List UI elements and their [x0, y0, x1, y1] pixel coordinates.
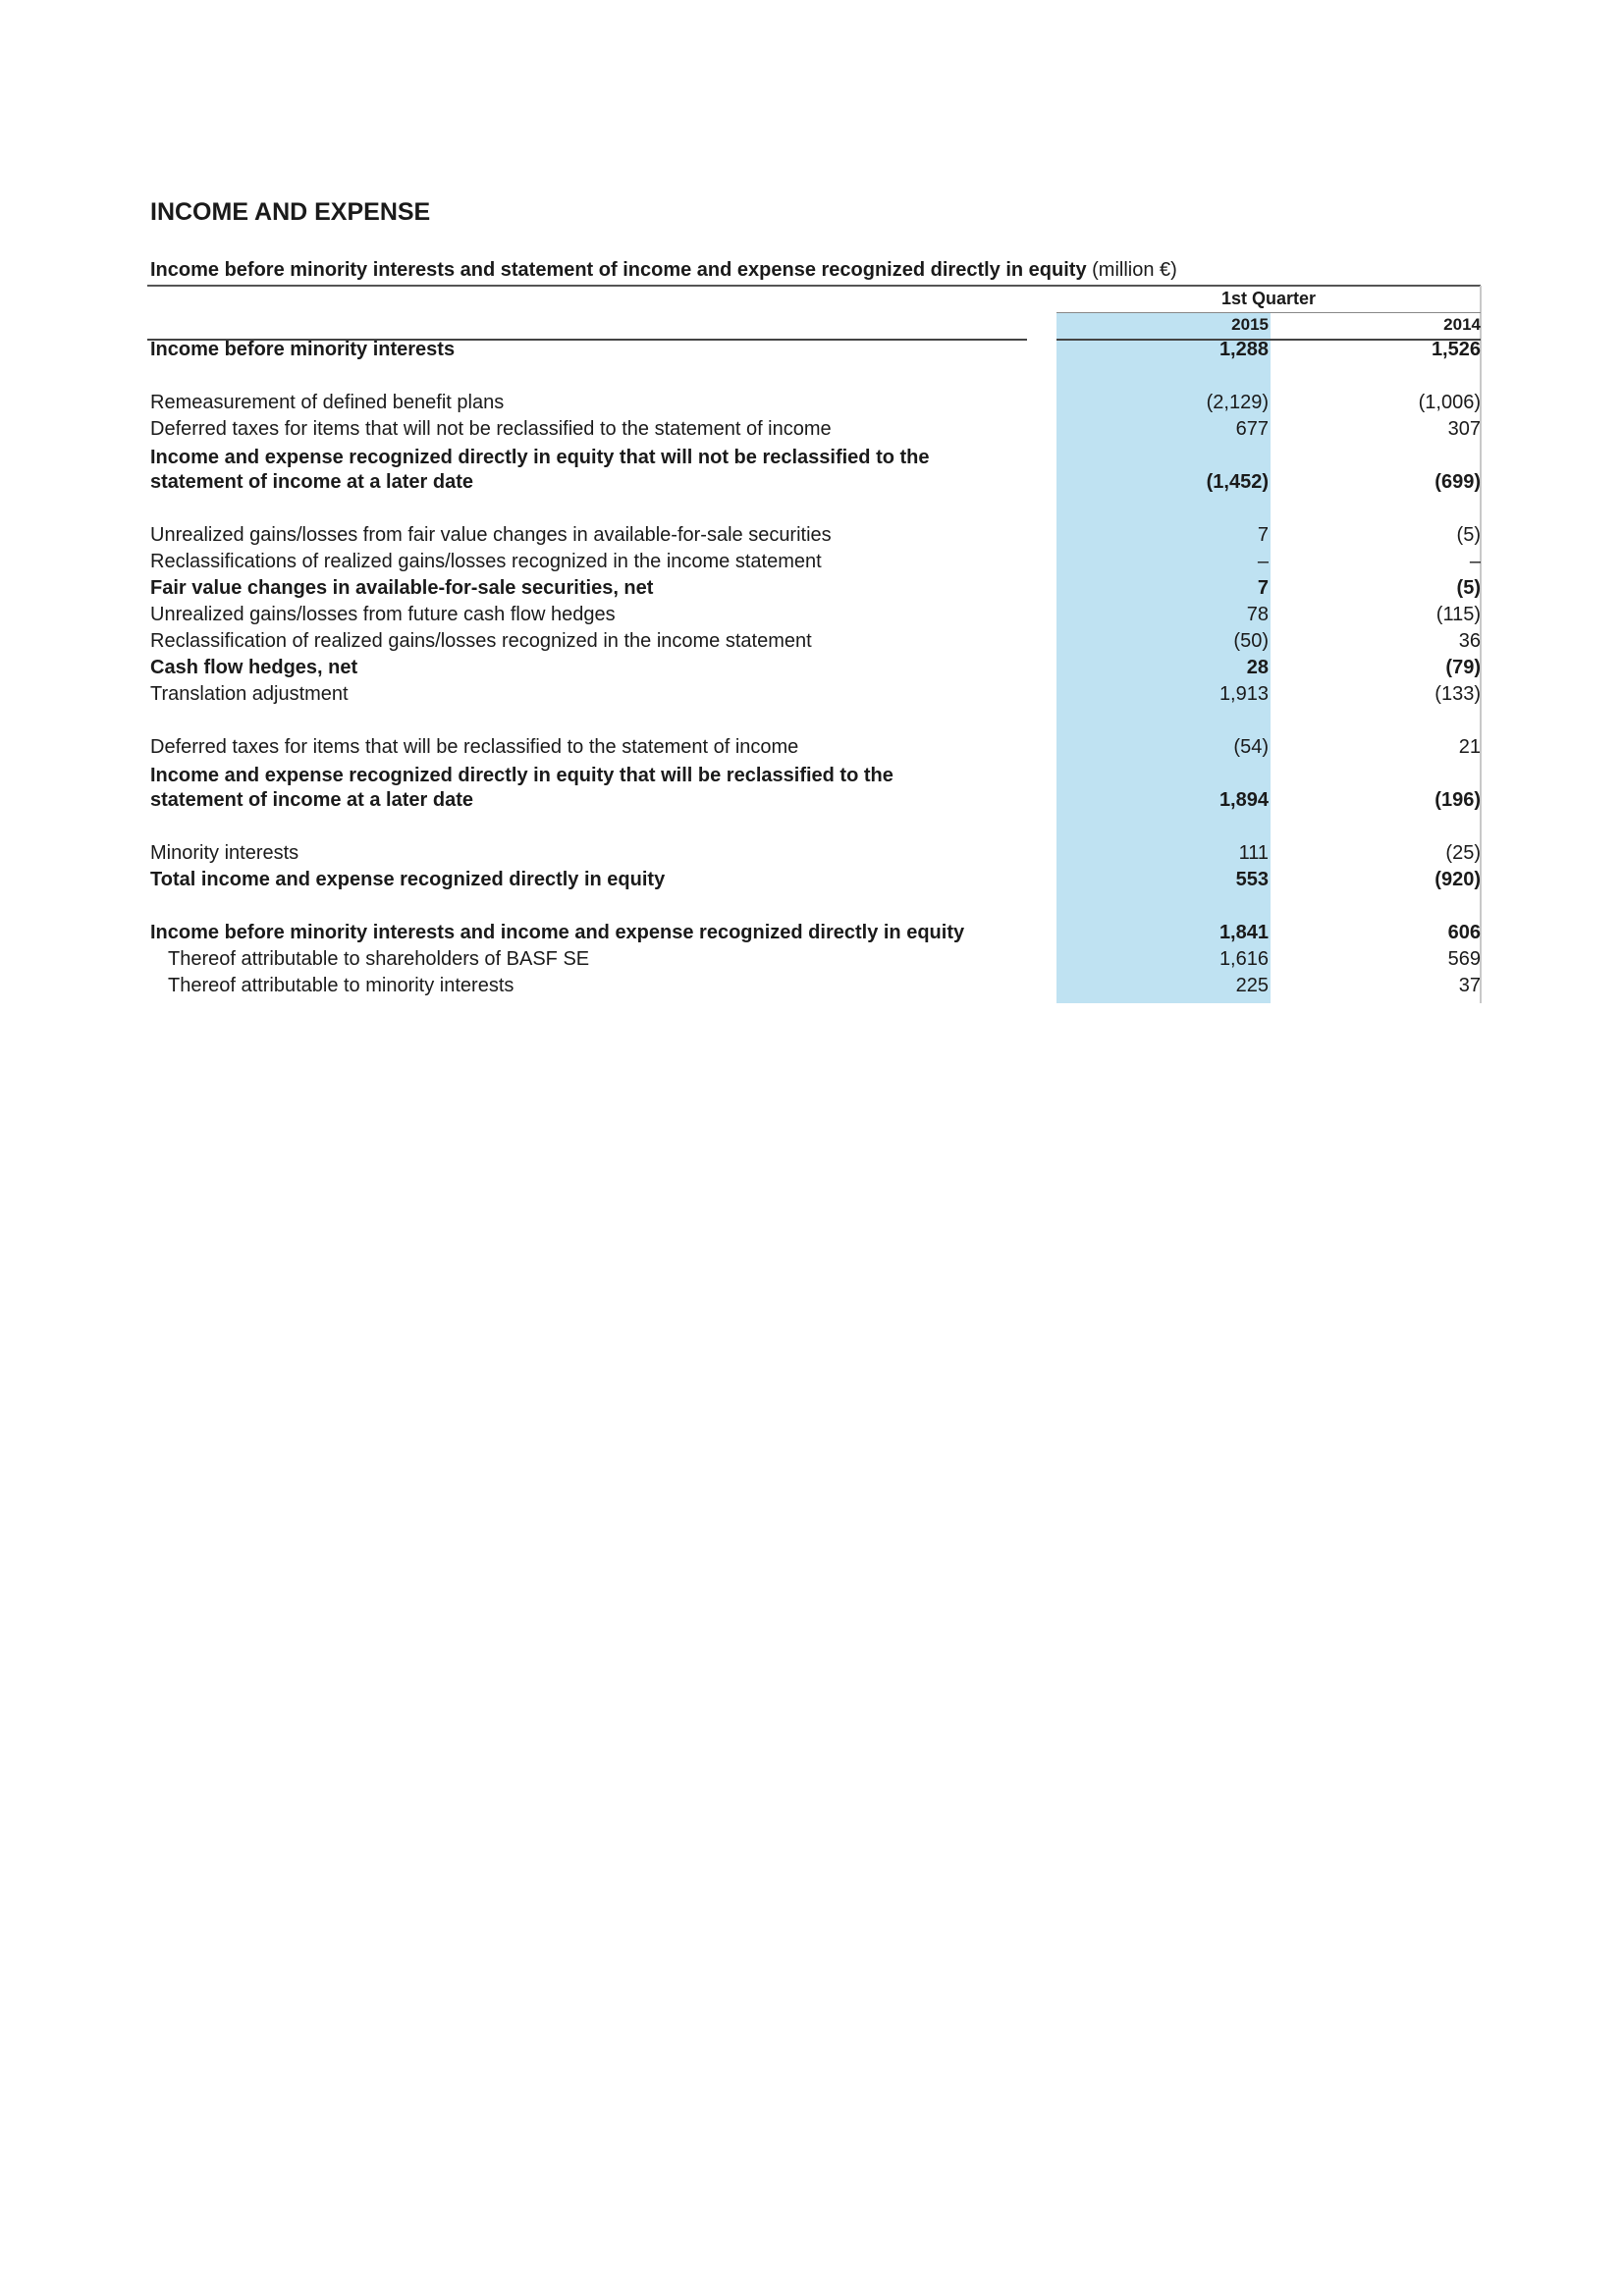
spacer-row	[0, 365, 1624, 392]
table-row	[0, 948, 1624, 975]
row-label-line1: Income and expense recognized directly in equity that will be reclassified to the	[150, 765, 893, 786]
row-label: Thereof attributable to shareholders of BASF SE	[168, 948, 590, 970]
table-row	[0, 604, 1624, 630]
value-2015: 1,841	[1218, 922, 1269, 943]
value-2014: 606	[1447, 922, 1481, 943]
value-2014: (115)	[1435, 604, 1481, 625]
row-label: Deferred taxes for items that will not be reclassified to the statement of income	[150, 418, 832, 440]
value-2015: 1,894	[1218, 789, 1269, 811]
value-2014: 1,526	[1431, 339, 1481, 360]
row-label-line2: statement of income at a later date	[150, 789, 473, 811]
value-2014: (196)	[1435, 789, 1481, 811]
row-label: Unrealized gains/losses from fair value changes in available-for-sale securities	[150, 524, 832, 546]
value-2015: 1,913	[1218, 683, 1269, 705]
table-row	[0, 418, 1624, 445]
value-2015: 1,616	[1218, 948, 1269, 970]
row-label-line1: Income and expense recognized directly in equity that will not be reclassified to the	[150, 447, 930, 468]
year-header-2014: 2014	[1443, 315, 1481, 334]
row-label: Reclassification of realized gains/losses recognized in the income statement	[150, 630, 812, 652]
spacer-row	[0, 816, 1624, 842]
value-2014: –	[1469, 551, 1481, 572]
period-header-rule	[1056, 312, 1481, 313]
row-label: Minority interests	[150, 842, 299, 864]
value-2015: (50)	[1233, 630, 1269, 652]
value-2014: (79)	[1445, 657, 1481, 678]
table-row	[0, 922, 1624, 948]
row-label	[150, 446, 1034, 495]
table-row	[0, 869, 1624, 895]
value-2014: 569	[1447, 948, 1481, 970]
value-2015: (2,129)	[1206, 392, 1269, 413]
spacer-row	[0, 895, 1624, 922]
table-top-rule	[147, 285, 1481, 287]
value-2014: (699)	[1435, 471, 1481, 493]
row-label: Income before minority interests and income and expense recognized directly in equity	[150, 922, 965, 943]
value-2015: 677	[1235, 418, 1269, 440]
value-2014: (1,006)	[1418, 392, 1481, 413]
row-label: Cash flow hedges, net	[150, 657, 358, 678]
row-label: Total income and expense recognized directly in equity	[150, 869, 666, 890]
row-label: Remeasurement of defined benefit plans	[150, 392, 505, 413]
table-row	[0, 736, 1624, 763]
caption-title: Income before minority interests and statement of income and expense recognized directly in equity	[150, 259, 1087, 281]
table-row	[0, 445, 1624, 498]
value-2014: (920)	[1435, 869, 1481, 890]
value-2015: (54)	[1233, 736, 1269, 758]
value-2014: 307	[1447, 418, 1481, 440]
table-body	[0, 339, 1624, 1001]
table-caption	[150, 259, 1177, 282]
table-row	[0, 524, 1624, 551]
value-2015: 1,288	[1218, 339, 1269, 360]
value-2014: (133)	[1435, 683, 1481, 705]
value-2014: 37	[1458, 975, 1481, 996]
row-label: Unrealized gains/losses from future cash flow hedges	[150, 604, 616, 625]
value-2014: (5)	[1456, 577, 1481, 599]
table-row	[0, 975, 1624, 1001]
value-2015: –	[1257, 551, 1269, 572]
row-label-line2: statement of income at a later date	[150, 471, 473, 493]
period-header: 1st Quarter	[1220, 289, 1317, 308]
row-label: Deferred taxes for items that will be reclassified to the statement of income	[150, 736, 799, 758]
value-2015: (1,452)	[1206, 471, 1269, 493]
row-label: Income before minority interests	[150, 339, 456, 360]
value-2015: 7	[1257, 577, 1269, 599]
spacer-row	[0, 498, 1624, 524]
table-row	[0, 339, 1624, 365]
value-2015: 7	[1257, 524, 1269, 546]
table-row	[0, 842, 1624, 869]
value-2015: 553	[1235, 869, 1269, 890]
row-label: Thereof attributable to minority interests	[168, 975, 514, 996]
value-2014: (25)	[1445, 842, 1481, 864]
row-label: Fair value changes in available-for-sale securities, net	[150, 577, 654, 599]
value-2014: (5)	[1456, 524, 1481, 546]
table-row	[0, 657, 1624, 683]
value-2015: 78	[1246, 604, 1269, 625]
value-2015: 111	[1238, 842, 1269, 864]
table-row	[0, 683, 1624, 710]
value-2015: 225	[1235, 975, 1269, 996]
value-2014: 21	[1458, 736, 1481, 758]
value-2015: 28	[1246, 657, 1269, 678]
value-2014: 36	[1458, 630, 1481, 652]
table-row	[0, 630, 1624, 657]
year-header-2015: 2015	[1231, 315, 1269, 334]
caption-unit: (million €)	[1092, 259, 1177, 281]
table-row	[0, 551, 1624, 577]
table-row	[0, 763, 1624, 816]
table-row	[0, 392, 1624, 418]
row-label: Translation adjustment	[150, 683, 349, 705]
row-label: Reclassifications of realized gains/losses recognized in the income statement	[150, 551, 822, 572]
spacer-row	[0, 710, 1624, 736]
row-label	[150, 764, 1034, 813]
table-row	[0, 577, 1624, 604]
page-title: INCOME AND EXPENSE	[150, 198, 431, 226]
